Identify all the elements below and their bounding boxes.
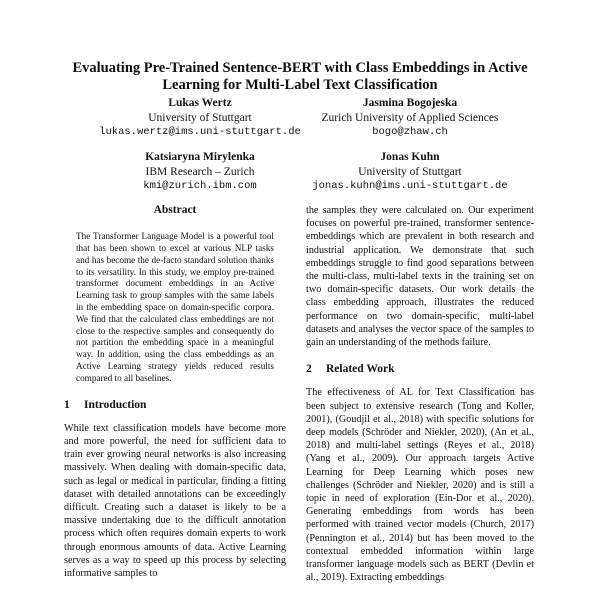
author-affiliation: Zurich University of Applied Sciences xyxy=(321,111,499,124)
author-name: Katsiaryna Mirylenka xyxy=(145,151,255,163)
author-affiliation: IBM Research – Zurich xyxy=(145,165,255,178)
author-email: kmi@zurich.ibm.com xyxy=(143,180,257,192)
paper-title: Evaluating Pre-Trained Sentence-BERT with Class Embeddings in Active Learning for Multi-Label Text Classification xyxy=(72,60,528,93)
author-affiliation: University of Stuttgart xyxy=(358,165,462,178)
author-email: bogo@zhaw.ch xyxy=(372,126,448,138)
introduction-text: While text classification models have become more and more powerful, the need for sufficient data to train ever growing neural networks is also increasing massively. When dealing with domain-specific data, such as legal or medical in particular, finding a fitting dataset with detailed annotations can be exceedingly difficult. Creating such a dataset is likely to be a massive undertaking due to the difficult annotation process which often requires domain experts to work through enormous amounts of data. Active Learning serves as a way to speed up this process by selecting informative samples to xyxy=(64,422,286,579)
author-block xyxy=(290,96,530,140)
section-heading-related-work xyxy=(306,363,534,376)
abstract-heading: Abstract xyxy=(153,204,197,216)
author-name: Jonas Kuhn xyxy=(380,151,440,163)
author-block xyxy=(290,150,530,194)
author-email: lukas.wertz@ims.uni-stuttgart.de xyxy=(99,126,301,138)
section-number: 2 xyxy=(306,363,312,376)
introduction-continued-text: the samples they were calculated on. Our experiment focuses on powerful pre-trained, transformer sentence-embeddings which are prevalent in both research and industrial application. We demonstrate that such embeddings struggle to find good separations between the multi-class, multi-label texts in the training set on two domain-specific datasets. Our work details the class embedding approach, illustrates the reduced performance on two domain-specific, multi-label datasets and analyses the vector space of the samples to gain an understanding of the methods failure. xyxy=(306,205,534,349)
section-number: 1 xyxy=(64,398,70,411)
author-block xyxy=(80,96,320,140)
right-column xyxy=(306,204,534,584)
author-block xyxy=(80,150,320,194)
section-title: Introduction xyxy=(84,398,147,411)
left-column xyxy=(64,204,286,580)
abstract-text: The Transformer Language Model is a powerful tool that has been shown to excel at various NLP tasks and has become the de-facto standard solution thanks to its versatility. In this study, we employ pre-trained transformer document embeddings in an Active Learning task to group samples with the same labels in the embedding space on domain-specific corpora. We find that the calculated class embeddings are not close to the respective samples and consequently do not partition the embedding space in a meaningful way. In addition, using the class embeddings as an Active Learning strategy yields reduced results compared to all baselines. xyxy=(76,231,274,383)
author-name: Jasmina Bogojeska xyxy=(362,97,458,109)
section-title: Related Work xyxy=(326,363,395,376)
section-heading-introduction xyxy=(64,399,286,412)
author-email: jonas.kuhn@ims.uni-stuttgart.de xyxy=(312,180,508,192)
author-affiliation: University of Stuttgart xyxy=(148,111,252,124)
author-name: Lukas Wertz xyxy=(168,97,232,109)
related-work-text: The effectiveness of AL for Text Classification has been subject to extensive research (Tong and Koller, 2001), (Goudjil et al., 2018) with specific solutions for deep models (Schröder and Niekler, 2020), (An et al., 2018) and multi-label settings (Reyes et al., 2018) (Yang et al., 2009). Our approach targets Active Learning for Deep Learning which poses new challenges (Schröder and Niekler, 2020) and is still a topic in need of exploration (Ein-Dor et al., 2020). Generating embeddings from words has been performed with trained vector models (Church, 2017) (Pennington et al., 2014) but has been moved to the contextual embedded information within large transformer language models such as BERT (Devlin et al., 2019). Extracting embeddings xyxy=(306,387,534,584)
